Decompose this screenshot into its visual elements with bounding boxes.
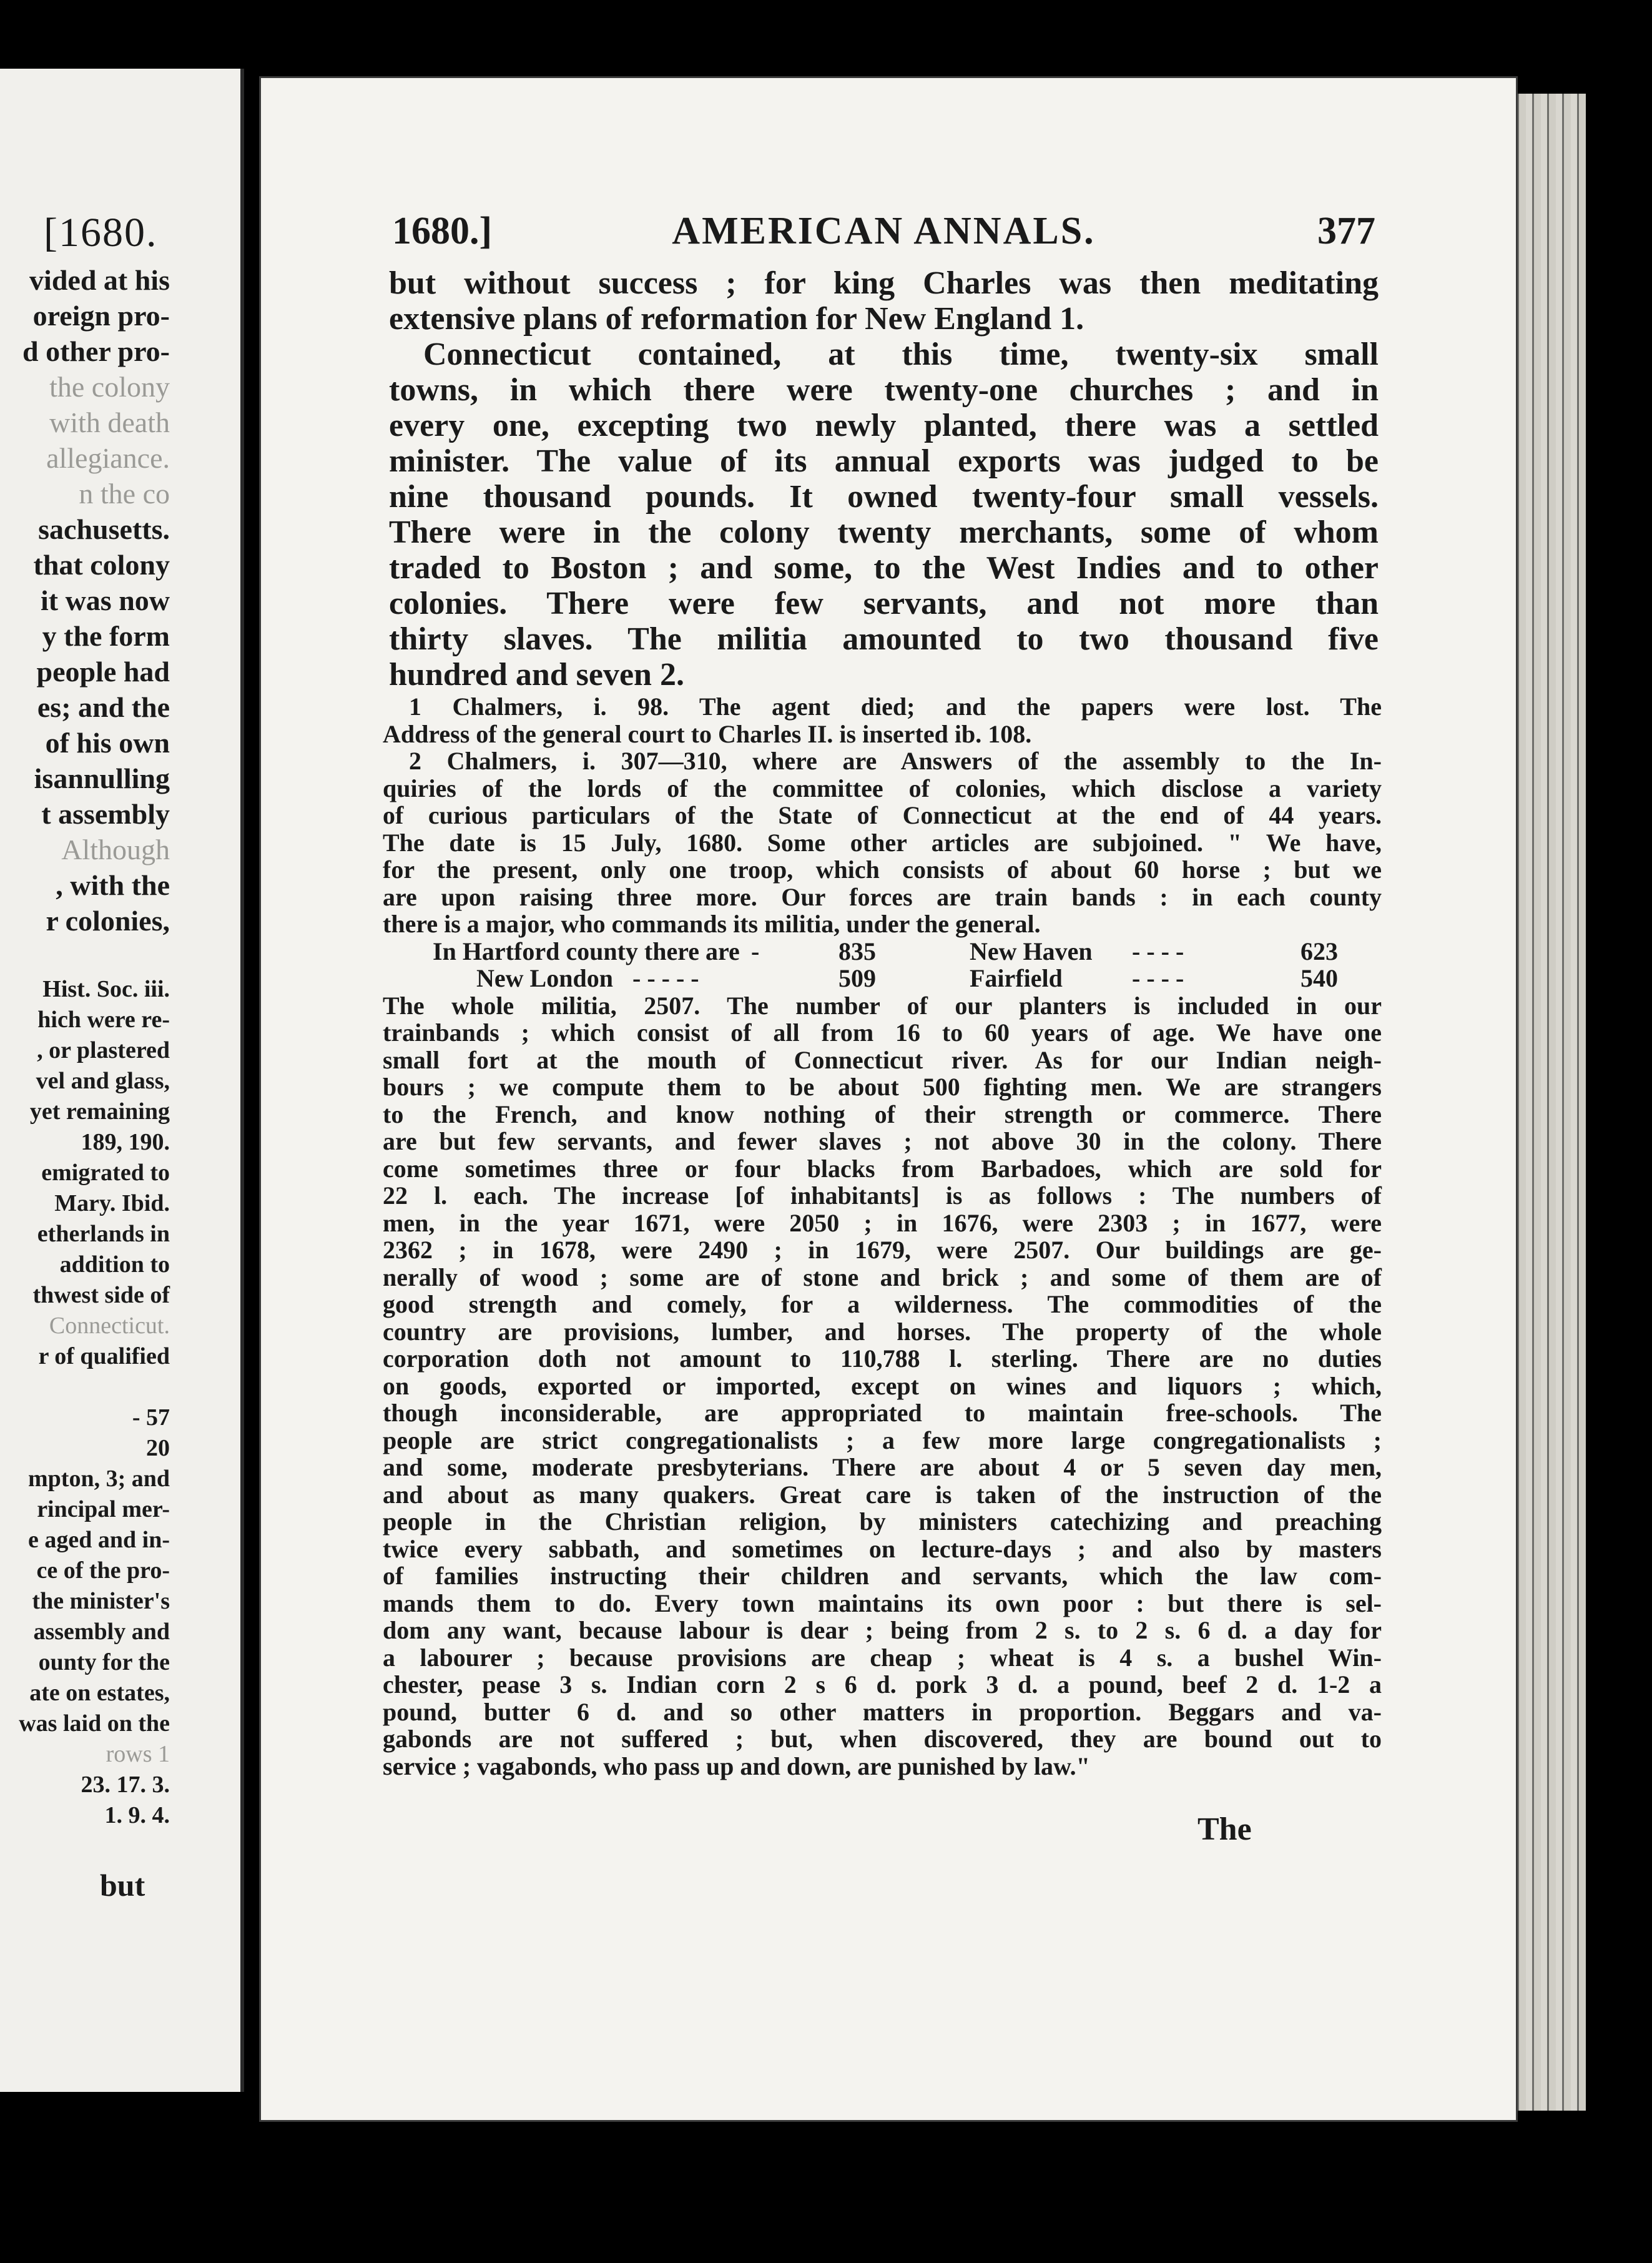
text-line: Connecticut contained, at this time, twenty-six small	[423, 337, 1379, 372]
previous-page-line: 23. 17. 3.	[81, 1772, 170, 1798]
footnote-line: to the French, and know nothing of their strength or commerce. There	[383, 1100, 1382, 1128]
footnote-line: trainbands ; which consist of all from 16 to 60 years of age. We have one	[383, 1018, 1382, 1047]
footnote-line: on goods, exported or imported, except on wines and liquors ; which,	[383, 1371, 1382, 1400]
previous-page-line: , or plastered	[37, 1037, 170, 1063]
footnote-line: nerally of wood ; some are of stone and brick ; and some of them are of	[383, 1263, 1382, 1291]
militia-table-cell: In Hartford county there are	[433, 937, 740, 965]
footnote-line: gabonds are not suffered ; but, when discovered, they are bound out to	[383, 1725, 1382, 1753]
militia-table-cell: Fairfield	[970, 964, 1063, 992]
previous-page-line	[0, 1372, 170, 1403]
previous-page-line: r of qualified	[38, 1343, 170, 1369]
footnote-line: service ; vagabonds, who pass up and down, are punished by law."	[383, 1752, 1090, 1780]
previous-page-line: t assembly	[41, 798, 170, 830]
previous-page-line: ounty for the	[38, 1649, 170, 1675]
text-line: thirty slaves. The militia amounted to two thousand five	[389, 621, 1379, 657]
previous-page-line: y the form	[42, 620, 170, 652]
previous-page-line: r colonies,	[46, 905, 170, 937]
previous-page-line: Hist. Soc. iii.	[42, 976, 170, 1002]
main-text	[389, 265, 1379, 693]
previous-page-line: e aged and in-	[28, 1527, 170, 1553]
text-line: extensive plans of reformation for New England 1.	[389, 301, 1084, 337]
previous-page-line: vel and glass,	[36, 1068, 170, 1094]
text-line: minister. The value of its annual exports was judged to be	[389, 443, 1379, 479]
previous-page-line: rincipal mer-	[37, 1496, 170, 1522]
previous-page-line: es; and the	[37, 691, 170, 723]
previous-page-line: etherlands in	[37, 1221, 170, 1247]
previous-page-line: ce of the pro-	[36, 1557, 170, 1584]
footnote-line: good strength and comely, for a wilderness. The commodities of the	[383, 1290, 1382, 1318]
previous-page-line: rows 1	[106, 1741, 170, 1767]
footnote-line: men, in the year 1671, were 2050 ; in 1676, were 2303 ; in 1677, were	[383, 1208, 1382, 1237]
footnote-line: twice every sabbath, and sometimes on lecture-days ; and also by masters	[383, 1534, 1382, 1563]
previous-page-line: oreign pro-	[32, 300, 170, 332]
previous-page-line: emigrated to	[41, 1160, 170, 1186]
footnote-line: 2362 ; in 1678, were 2490 ; in 1679, were 2507. Our buildings are ge-	[383, 1236, 1382, 1264]
footnote-line: 22 l. each. The increase [of inhabitants] is as follows : The numbers of	[383, 1181, 1382, 1210]
text-line: hundred and seven 2.	[389, 657, 684, 693]
footnote-line: and about as many quakers. Great care is taken of the instruction of the	[383, 1480, 1382, 1509]
militia-table-cell: 509	[838, 964, 876, 992]
footnote-line: bours ; we compute them to be about 500 fighting men. We are strangers	[383, 1073, 1382, 1101]
militia-table-cell: New London	[476, 964, 613, 992]
footnote-line: a labourer ; because provisions are cheap ; wheat is 4 s. a bushel Win-	[383, 1643, 1382, 1672]
previous-page-line: mpton, 3; and	[28, 1466, 170, 1492]
leader-dots: - - - - -	[632, 964, 699, 992]
running-head-year: 1680.]	[392, 210, 493, 252]
previous-page-line: n the co	[79, 478, 170, 510]
footnote-line: people are strict congregationalists ; a few more large congregationalists ;	[383, 1426, 1382, 1454]
book-page	[261, 78, 1516, 2120]
previous-page-line: 20	[146, 1435, 170, 1461]
previous-page-running-head: [1680.	[44, 210, 158, 255]
footnote-line: people in the Christian religion, by ministers catechizing and preaching	[383, 1507, 1382, 1536]
previous-page-line: addition to	[59, 1251, 170, 1278]
previous-page-line: ate on estates,	[29, 1680, 170, 1706]
text-line: colonies. There were few servants, and not more than	[389, 586, 1379, 621]
footnote-line: small fort at the mouth of Connecticut river. As for our Indian neigh-	[383, 1045, 1382, 1074]
previous-page-catchword: but	[100, 1868, 145, 1903]
footnote-line: 2 Chalmers, i. 307—310, where are Answers of the assembly to the In-	[409, 747, 1382, 775]
footnote-line: come sometimes three or four blacks from Barbadoes, which are sold for	[383, 1154, 1382, 1183]
page-number: 377	[1317, 210, 1375, 252]
leader-dots: - - - -	[1132, 937, 1184, 965]
previous-page-line: sachusetts.	[38, 513, 170, 545]
previous-page-line: yet remaining	[29, 1098, 170, 1125]
footnote-line: corporation doth not amount to 110,788 l. sterling. There are no duties	[383, 1344, 1382, 1373]
footnote-line: there is a major, who commands its militia, under the general.	[383, 910, 1041, 938]
footnote-line: mands them to do. Every town maintains its own poor : but there is sel-	[383, 1589, 1382, 1617]
previous-page-line: Connecticut.	[49, 1313, 170, 1339]
running-head	[392, 209, 1375, 265]
leader-dots: - - - -	[1132, 964, 1184, 992]
militia-table-cell: 540	[1300, 964, 1338, 992]
previous-page-line	[0, 939, 170, 974]
previous-page-fragment	[0, 69, 244, 2092]
previous-page-line: was laid on the	[19, 1710, 170, 1737]
previous-page-line: - 57	[132, 1404, 170, 1431]
leader-dots: -	[751, 937, 760, 965]
footnote-line: 1 Chalmers, i. 98. The agent died; and the papers were lost. The	[409, 693, 1382, 721]
footnote-line: of families instructing their children and servants, which the law com-	[383, 1562, 1382, 1590]
footnote-line: are but few servants, and fewer slaves ; not above 30 in the colony. There	[383, 1127, 1382, 1155]
previous-page-line: d other pro-	[22, 335, 170, 367]
footnote-line: The whole militia, 2507. The number of our planters is included in our	[383, 991, 1382, 1020]
catchword: The	[1197, 1812, 1252, 1847]
previous-page-line: assembly and	[33, 1619, 170, 1645]
previous-page-line: , with the	[56, 869, 170, 901]
previous-page-line: with death	[49, 407, 170, 438]
previous-page-line: that colony	[33, 549, 170, 581]
previous-page-line: 189, 190.	[81, 1129, 170, 1155]
running-head-title: AMERICAN ANNALS.	[672, 210, 1096, 252]
previous-page-line: the minister's	[32, 1588, 170, 1614]
text-line: towns, in which there were twenty-one churches ; and in	[389, 372, 1379, 408]
text-line: every one, excepting two newly planted, there was a settled	[389, 408, 1379, 443]
militia-table-cell: New Haven	[970, 937, 1093, 965]
text-line: There were in the colony twenty merchants, some of whom	[389, 515, 1379, 550]
footnote-line: chester, pease 3 s. Indian corn 2 s 6 d. pork 3 d. a pound, beef 2 d. 1-2 a	[383, 1670, 1382, 1698]
footnotes	[383, 693, 1382, 1780]
text-line: but without success ; for king Charles was then meditating	[389, 265, 1379, 301]
previous-page-line: Mary. Ibid.	[54, 1190, 170, 1216]
militia-table-row	[383, 965, 1382, 992]
militia-table-cell: 835	[838, 937, 876, 965]
footnote-line: are upon raising three more. Our forces are train bands : in each county	[383, 882, 1382, 911]
previous-page-line: 1. 9. 4.	[104, 1802, 170, 1828]
previous-page-line: allegiance.	[46, 442, 170, 474]
footnote-line: and some, moderate presbyterians. There are about 4 or 5 seven day men,	[383, 1453, 1382, 1481]
footnote-line: for the present, only one troop, which consists of about 60 horse ; but we	[383, 855, 1382, 884]
text-line: traded to Boston ; and some, to the West Indies and to other	[389, 550, 1379, 586]
previous-page-line: the colony	[49, 371, 170, 403]
previous-page-line: isannulling	[34, 762, 170, 794]
footnote-line: dom any want, because labour is dear ; being from 2 s. to 2 s. 6 d. a day for	[383, 1616, 1382, 1644]
footnote-line: The date is 15 July, 1680. Some other articles are subjoined. " We have,	[383, 828, 1382, 857]
footnote-line: though inconsiderable, are appropriated to maintain free-schools. The	[383, 1399, 1382, 1427]
previous-page-line: it was now	[40, 584, 170, 616]
footnote-line: quiries of the lords of the committee of colonies, which disclose a variety	[383, 774, 1382, 802]
footnote-line: Address of the general court to Charles II. is inserted ib. 108.	[383, 719, 1032, 748]
footnote-line: of curious particulars of the State of Connecticut at the end of 44 years.	[383, 801, 1382, 829]
footnote-line: country are provisions, lumber, and horses. The property of the whole	[383, 1317, 1382, 1346]
text-line: nine thousand pounds. It owned twenty-four small vessels.	[389, 479, 1379, 515]
footnote-line: pound, butter 6 d. and so other matters in proportion. Beggars and va-	[383, 1697, 1382, 1726]
previous-page-line: people had	[36, 656, 170, 688]
previous-page-text	[0, 262, 170, 1831]
previous-page-line: thwest side of	[32, 1282, 170, 1308]
previous-page-line: vided at his	[29, 264, 170, 296]
previous-page-line: Although	[61, 834, 170, 865]
page-stack-edge	[1511, 94, 1586, 2111]
militia-table-row	[383, 938, 1382, 965]
previous-page-line: hich were re-	[37, 1007, 170, 1033]
previous-page-line: of his own	[45, 727, 170, 759]
militia-table-cell: 623	[1300, 937, 1338, 965]
